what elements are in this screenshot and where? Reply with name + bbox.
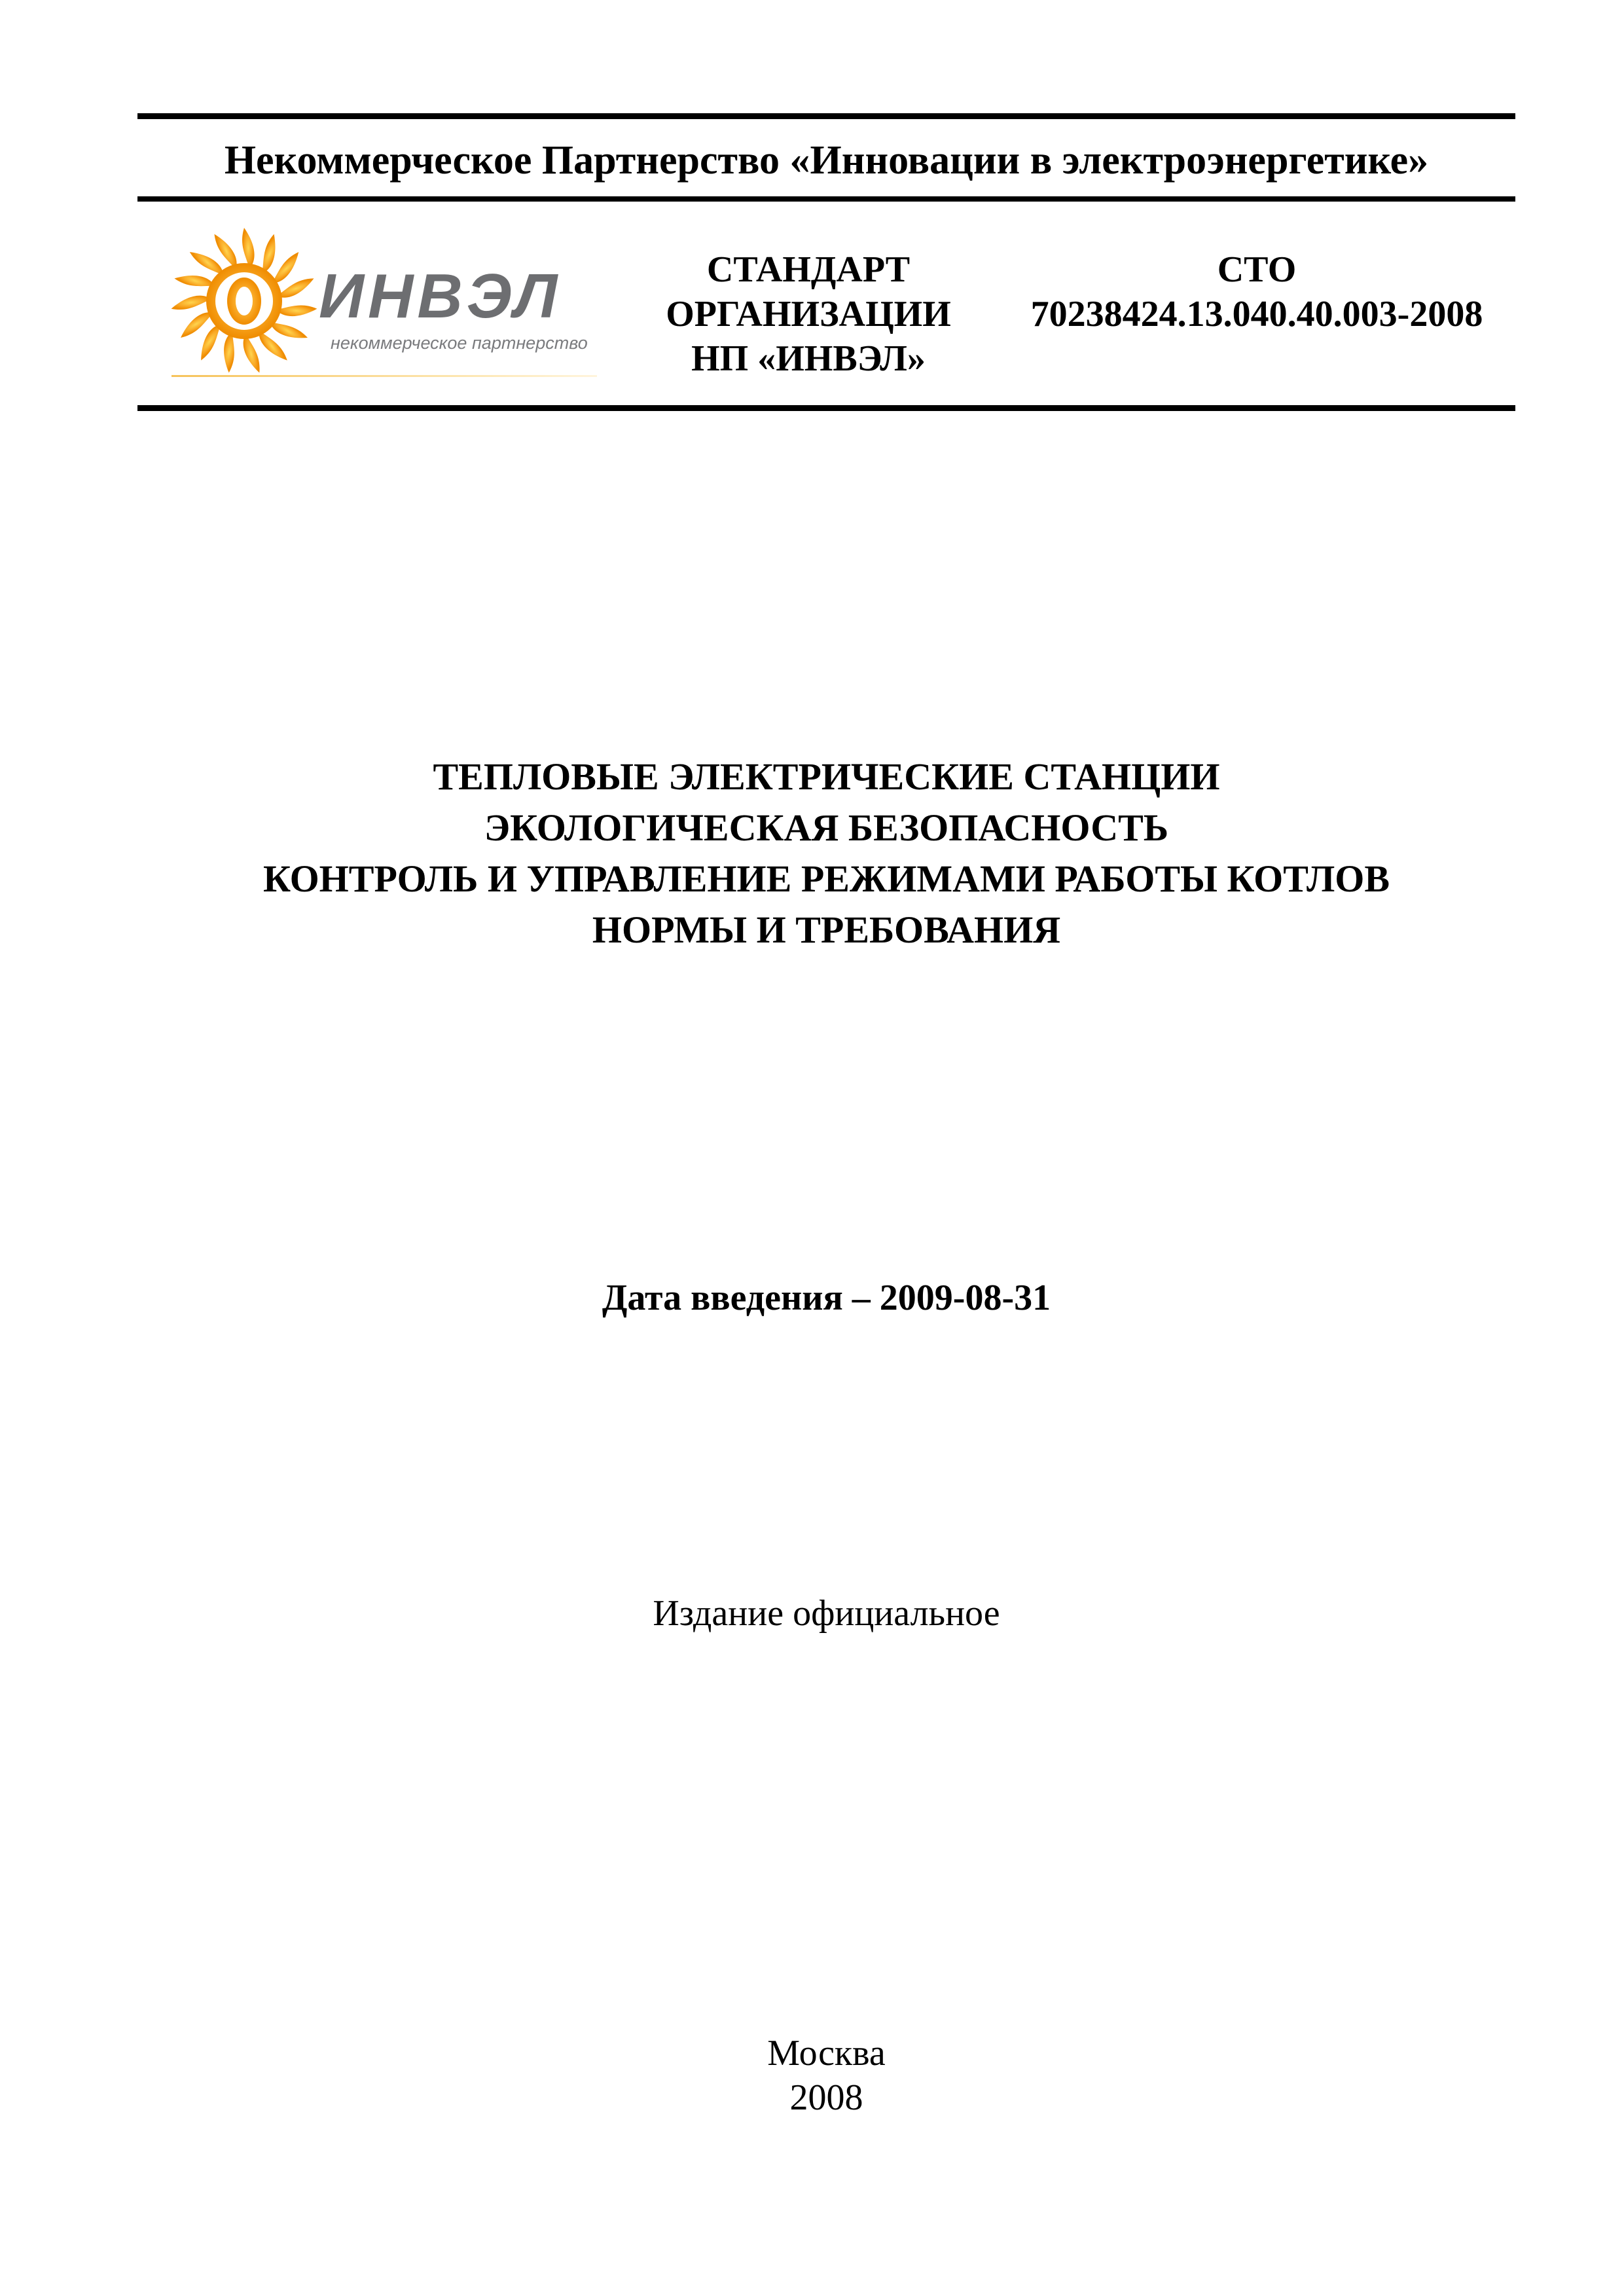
- standard-code-prefix: СТО: [1217, 249, 1297, 290]
- standard-label: [648, 247, 969, 381]
- edition-note: Издание официальное: [653, 1593, 1000, 1634]
- imprint: [137, 2031, 1515, 2120]
- logo-underline: [171, 375, 597, 377]
- header-rule: [137, 196, 1515, 202]
- document-title: [137, 751, 1515, 956]
- title-line: НОРМЫ И ТРЕБОВАНИЯ: [592, 908, 1061, 951]
- bottom-header-rule: [137, 405, 1515, 411]
- city: Москва: [767, 2033, 886, 2073]
- logo-tagline: некоммерческое партнерство: [331, 333, 588, 353]
- organization-name: Некоммерческое Партнерство «Инновации в электроэнергетике»: [224, 138, 1429, 183]
- introduction-date: Дата введения – 2009-08-31: [602, 1278, 1051, 1318]
- top-rule: [137, 113, 1515, 119]
- invel-logo: [167, 226, 605, 383]
- standard-code-number: 70238424.13.040.40.003-2008: [1030, 294, 1483, 334]
- standard-code: [982, 247, 1532, 336]
- logo-wordmark: ИНВЭЛ: [319, 261, 562, 331]
- title-line: ТЕПЛОВЫЕ ЭЛЕКТРИЧЕСКИЕ СТАНЦИИ: [433, 755, 1220, 798]
- sun-icon: [170, 228, 317, 375]
- standard-label-line: ОРГАНИЗАЦИИ: [666, 294, 951, 334]
- title-line: КОНТРОЛЬ И УПРАВЛЕНИЕ РЕЖИМАМИ РАБОТЫ КОТЛОВ: [262, 857, 1390, 900]
- standard-label-line: СТАНДАРТ: [706, 249, 911, 290]
- title-line: ЭКОЛОГИЧЕСКАЯ БЕЗОПАСНОСТЬ: [484, 806, 1169, 849]
- standard-label-line: НП «ИНВЭЛ»: [691, 338, 926, 379]
- year: 2008: [789, 2077, 863, 2118]
